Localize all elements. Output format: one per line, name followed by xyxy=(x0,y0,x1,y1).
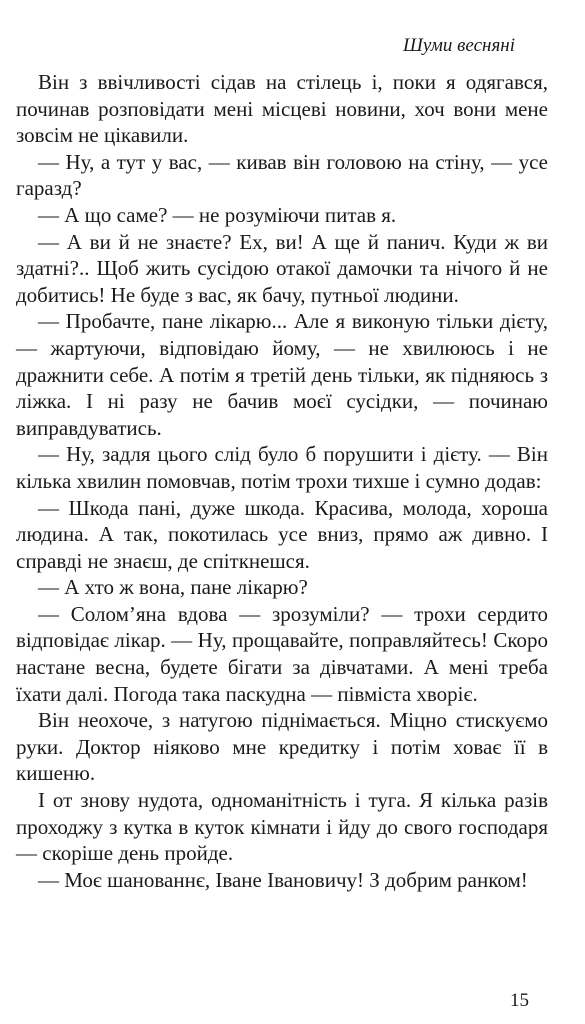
paragraph: — Шкода пані, дуже шкода. Красива, молода, хороша людина. А так, покотилась усе вниз, прямо аж дивно. І справді не знаєш, де спіткнешся. xyxy=(16,495,548,573)
running-header: Шуми весняні xyxy=(403,35,515,56)
paragraph: Він неохоче, з натугою піднімається. Міцно стискуємо руки. Доктор ніяково мне кредитку і потім ховає її в кишеню. xyxy=(16,708,548,786)
paragraph: — А хто ж вона, пане лікарю? xyxy=(38,575,308,600)
paragraph: — Солом’яна вдова — зрозуміли? — трохи сердито відповідає лікар. — Ну, прощавайте, поправляйтесь! Скоро настане весна, будете бігати за дівчатами. А мені треба їхати далі. Погода така паскудна — півміста хворіє. xyxy=(16,601,548,706)
paragraph: — Пробачте, пане лікарю... Але я виконую тільки дієту, — жартуючи, відповідаю йому, — не хвилююсь і не дражнити себе. А потім я третій день тільки, як підняюсь з ліжка. І ні разу не бачив моєї сусідки, — починаю виправдуватись. xyxy=(16,309,548,440)
paragraph: Він з ввічливості сідав на стілець і, поки я одягався, починав розповідати мені місцеві новини, хоч вони мене зовсім не цікавили. xyxy=(16,70,548,148)
page-number: 15 xyxy=(510,990,529,1011)
paragraph: — Ну, а тут у вас, — кивав він головою на стіну, — усе гаразд? xyxy=(16,149,548,201)
paragraph: І от знову нудота, одноманітність і туга. Я кілька разів проходжу з кутка в куток кімнати і йду до свого господаря — скоріше день пройде. xyxy=(16,788,548,866)
paragraph: — А що саме? — не розуміючи питав я. xyxy=(38,202,397,227)
body-text xyxy=(16,69,548,893)
paragraph: — Моє шанованнє, Іване Івановичу! З добрим ранком! xyxy=(38,867,528,892)
paragraph: — Ну, задля цього слід було б порушити і дієту. — Він кілька хвилин помовчав, потім трохи тихше і сумно додав: xyxy=(16,442,548,493)
paragraph: — А ви й не знаєте? Ех, ви! А ще й панич. Куди ж ви здатні?.. Щоб жить сусідою отакої дамочки та нічого й не добитись! Не буде з вас, як бачу, путньої людини. xyxy=(16,229,548,307)
